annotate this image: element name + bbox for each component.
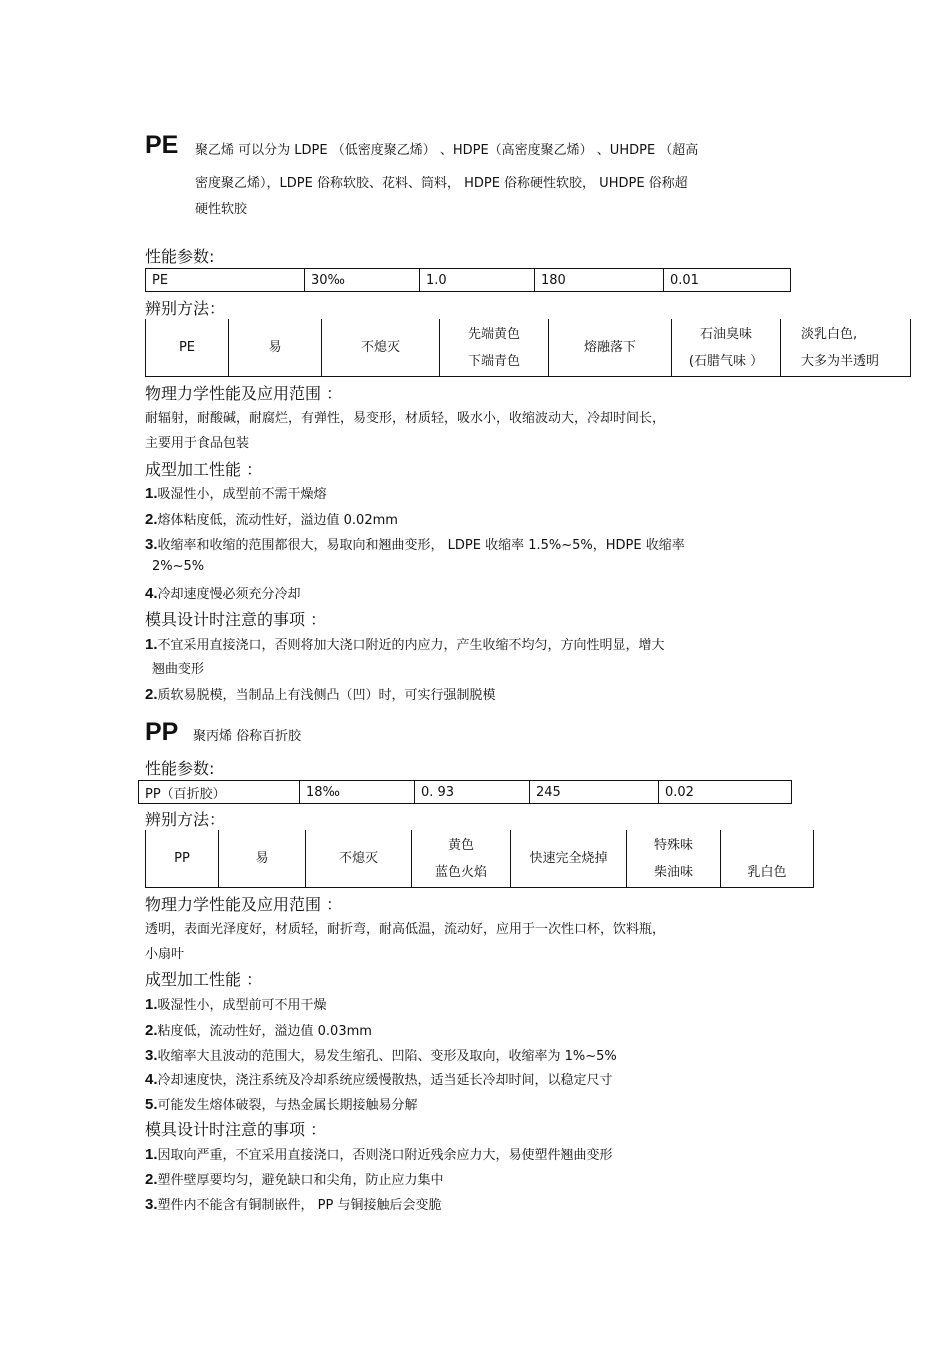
pp-ident-cell: PP [146, 830, 219, 888]
pe-ident-cell: 熔融落下 [549, 319, 672, 377]
pe-physics-heading: 物理力学性能及应用范围 ： [145, 384, 343, 403]
pp-ident-cell: 不熄灭 [306, 830, 412, 888]
pe-param-cell: 1.0 [420, 269, 535, 292]
pe-molding-item: 3.收缩率和收缩的范围都很大，易取向和翘曲变形， LDPE 收缩率 1.5%~5%，HDPE 收缩率 [145, 536, 685, 553]
pe-molding-item: 4.冷却速度慢必须充分冷却 [145, 585, 301, 602]
pe-mold-item-cont: 翘曲变形 [152, 662, 205, 677]
pe-molding-item-cont: 2%~5% [152, 559, 205, 574]
pe-ident-cell: PE [146, 319, 229, 377]
pe-intro-line-2: 密度聚乙烯），LDPE 俗称软胶、花料、筒料， HDPE 俗称硬性软胶， UHDPE 俗称超 [195, 176, 688, 191]
pp-params-table [138, 780, 792, 804]
pe-physics-line-2: 主要用于食品包装 [145, 436, 250, 451]
pe-molding-heading: 成型加工性能 ： [145, 460, 263, 479]
pe-title: PE [145, 131, 179, 159]
pe-molding-item: 2.熔体粘度低，流动性好，溢边值 0.02mm [145, 511, 398, 528]
pp-mold-item: 2.塑件壁厚要均匀，避免缺口和尖角，防止应力集中 [145, 1171, 444, 1188]
pp-param-cell: 245 [530, 781, 659, 804]
pp-ident-cell: 黄色 蓝色火焰 [412, 830, 511, 888]
pp-molding-item: 3.收缩率大且波动的范围大，易发生缩孔、凹陷、变形及取向，收缩率为 1%~5% [145, 1047, 617, 1064]
pe-param-cell: 180 [535, 269, 664, 292]
pp-molding-item: 1.吸湿性小，成型前可不用干燥 [145, 996, 327, 1013]
pp-molding-item: 5.可能发生熔体破裂，与热金属长期接触易分解 [145, 1096, 418, 1113]
pe-param-cell: 0.01 [664, 269, 791, 292]
pe-mold-heading: 模具设计时注意的事项 ： [145, 610, 327, 629]
pe-intro-line-1: 聚乙烯 可以分为 LDPE （低密度聚乙烯） 、HDPE（高密度聚乙烯） 、UHDPE （超高 [195, 143, 699, 158]
pp-ident-table [145, 830, 814, 888]
pe-param-cell: 30‰ [305, 269, 420, 292]
pp-ident-cell: 特殊味 柴油味 [627, 830, 721, 888]
pe-ident-cell: 淡乳白色, 大多为半透明 [781, 319, 911, 377]
pe-mold-item: 2.质软易脱模，当制品上有浅侧凸（凹）时，可实行强制脱模 [145, 686, 496, 703]
pe-ident-table [145, 319, 911, 377]
pp-param-cell: 18‰ [300, 781, 415, 804]
pe-ident-cell: 易 [229, 319, 322, 377]
pp-title: PP [145, 718, 179, 746]
pp-intro-line-1: 聚丙烯 俗称百折胶 [193, 729, 302, 744]
pp-mold-heading: 模具设计时注意的事项 ： [145, 1120, 327, 1139]
pp-ident-cell: 快速完全烧掉 [511, 830, 627, 888]
pp-molding-item: 4.冷却速度快，浇注系统及冷却系统应缓慢散热，适当延长冷却时间，以稳定尺寸 [145, 1071, 613, 1088]
pp-mold-item: 3.塑件内不能含有铜制嵌件， PP 与铜接触后会变脆 [145, 1196, 442, 1213]
pe-params-heading: 性能参数: [145, 247, 215, 266]
pe-molding-item: 1.吸湿性小，成型前不需干燥熔 [145, 485, 327, 502]
pp-physics-line-1: 透明，表面光泽度好，材质轻，耐折弯，耐高低温，流动好，应用于一次性口杯，饮料瓶， [145, 922, 666, 937]
pp-param-cell: 0.02 [659, 781, 792, 804]
pe-ident-heading: 辨别方法： [145, 299, 226, 318]
pe-mold-item: 1.不宜采用直接浇口，否则将加大浇口附近的内应力，产生收缩不均匀，方向性明显，增大 [145, 636, 665, 653]
pe-param-cell: PE [146, 269, 305, 292]
pp-ident-heading: 辨别方法： [145, 810, 226, 829]
pp-param-cell: PP（百折胶） [139, 781, 300, 804]
pe-physics-line-1: 耐辐射，耐酸碱，耐腐烂，有弹性，易变形，材质轻，吸水小，收缩波动大，冷却时间长， [145, 411, 666, 426]
pp-param-cell: 0. 93 [415, 781, 530, 804]
pp-molding-item: 2.粘度低，流动性好，溢边值 0.03mm [145, 1022, 372, 1039]
pp-mold-item: 1.因取向严重，不宜采用直接浇口，否则浇口附近残余应力大，易使塑件翘曲变形 [145, 1146, 613, 1163]
pp-molding-heading: 成型加工性能 ： [145, 970, 263, 989]
pp-ident-cell: 易 [219, 830, 306, 888]
pe-intro-line-3: 硬性软胶 [195, 202, 248, 217]
pp-physics-heading: 物理力学性能及应用范围 ： [145, 895, 343, 914]
pe-ident-cell: 不熄灭 [322, 319, 440, 377]
pp-physics-line-2: 小扇叶 [145, 947, 185, 962]
pe-ident-cell: 石油臭味 (石腊气味 ） [672, 319, 781, 377]
pp-params-heading: 性能参数: [145, 759, 215, 778]
pe-params-table [145, 268, 791, 292]
pe-ident-cell: 先端黄色 下端青色 [440, 319, 549, 377]
pp-ident-cell: 乳白色 [721, 830, 814, 888]
